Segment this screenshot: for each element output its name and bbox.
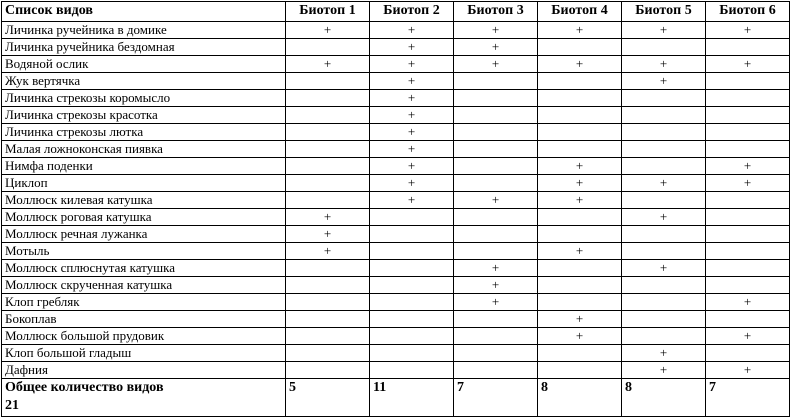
- species-name: Моллюск речная лужанка: [2, 226, 286, 243]
- species-name: Личинка ручейника в домике: [2, 22, 286, 39]
- table-row: [2, 328, 790, 345]
- species-table-body: [2, 22, 790, 379]
- presence-mark-biotope-5: [622, 107, 706, 124]
- species-table: [1, 1, 790, 417]
- species-count-biotope-1: 5: [286, 379, 370, 417]
- presence-mark-biotope-6: [706, 243, 790, 260]
- table-row: [2, 192, 790, 209]
- presence-mark-biotope-1: [286, 90, 370, 107]
- species-count-biotope-5: 8: [622, 379, 706, 417]
- presence-mark-biotope-3: [454, 158, 538, 175]
- presence-mark-biotope-3: +: [454, 277, 538, 294]
- header-row: [2, 2, 790, 22]
- presence-mark-biotope-6: +: [706, 294, 790, 311]
- species-name: Личинка ручейника бездомная: [2, 39, 286, 56]
- table-row: [2, 209, 790, 226]
- presence-mark-biotope-3: [454, 124, 538, 141]
- presence-mark-biotope-6: [706, 73, 790, 90]
- species-name: Водяной ослик: [2, 56, 286, 73]
- presence-mark-biotope-6: [706, 124, 790, 141]
- presence-mark-biotope-4: +: [538, 192, 622, 209]
- presence-mark-biotope-1: [286, 277, 370, 294]
- presence-mark-biotope-3: +: [454, 22, 538, 39]
- presence-mark-biotope-6: [706, 209, 790, 226]
- presence-mark-biotope-1: +: [286, 22, 370, 39]
- presence-mark-biotope-3: [454, 328, 538, 345]
- presence-mark-biotope-4: [538, 260, 622, 277]
- presence-mark-biotope-3: [454, 90, 538, 107]
- presence-mark-biotope-1: +: [286, 56, 370, 73]
- presence-mark-biotope-1: [286, 175, 370, 192]
- presence-mark-biotope-6: [706, 192, 790, 209]
- presence-mark-biotope-5: [622, 124, 706, 141]
- table-row: [2, 158, 790, 175]
- table-row: [2, 345, 790, 362]
- biotope-header-2: Биотоп 2: [370, 2, 454, 22]
- species-count-biotope-4: 8: [538, 379, 622, 417]
- presence-mark-biotope-6: [706, 226, 790, 243]
- presence-mark-biotope-6: [706, 90, 790, 107]
- table-row: [2, 175, 790, 192]
- footer-row: [2, 379, 790, 417]
- presence-mark-biotope-3: [454, 243, 538, 260]
- presence-mark-biotope-2: +: [370, 124, 454, 141]
- presence-mark-biotope-5: +: [622, 362, 706, 379]
- biotope-header-5: Биотоп 5: [622, 2, 706, 22]
- table-row: [2, 260, 790, 277]
- presence-mark-biotope-3: +: [454, 294, 538, 311]
- presence-mark-biotope-5: [622, 311, 706, 328]
- species-name: Личинка стрекозы лютка: [2, 124, 286, 141]
- presence-mark-biotope-3: [454, 175, 538, 192]
- presence-mark-biotope-2: [370, 362, 454, 379]
- species-name: Нимфа поденки: [2, 158, 286, 175]
- presence-mark-biotope-2: +: [370, 141, 454, 158]
- presence-mark-biotope-1: +: [286, 209, 370, 226]
- presence-mark-biotope-5: [622, 328, 706, 345]
- presence-mark-biotope-3: +: [454, 192, 538, 209]
- presence-mark-biotope-2: +: [370, 39, 454, 56]
- presence-mark-biotope-3: [454, 107, 538, 124]
- table-row: [2, 22, 790, 39]
- presence-mark-biotope-6: [706, 277, 790, 294]
- species-name: Личинка стрекозы красотка: [2, 107, 286, 124]
- presence-mark-biotope-4: [538, 209, 622, 226]
- presence-mark-biotope-5: +: [622, 345, 706, 362]
- table-row: [2, 90, 790, 107]
- presence-mark-biotope-6: [706, 141, 790, 158]
- presence-mark-biotope-4: +: [538, 311, 622, 328]
- presence-mark-biotope-3: +: [454, 39, 538, 56]
- presence-mark-biotope-5: [622, 294, 706, 311]
- presence-mark-biotope-6: +: [706, 22, 790, 39]
- presence-mark-biotope-6: [706, 345, 790, 362]
- presence-mark-biotope-4: [538, 226, 622, 243]
- presence-mark-biotope-1: [286, 124, 370, 141]
- presence-mark-biotope-3: [454, 209, 538, 226]
- presence-mark-biotope-2: +: [370, 192, 454, 209]
- presence-mark-biotope-5: [622, 90, 706, 107]
- presence-mark-biotope-5: [622, 158, 706, 175]
- presence-mark-biotope-2: +: [370, 175, 454, 192]
- table-row: [2, 294, 790, 311]
- table-row: [2, 56, 790, 73]
- presence-mark-biotope-1: [286, 39, 370, 56]
- presence-mark-biotope-4: [538, 362, 622, 379]
- presence-mark-biotope-4: +: [538, 243, 622, 260]
- presence-mark-biotope-4: [538, 277, 622, 294]
- species-name: Моллюск большой прудовик: [2, 328, 286, 345]
- species-name: Жук вертячка: [2, 73, 286, 90]
- biotope-header-1: Биотоп 1: [286, 2, 370, 22]
- presence-mark-biotope-6: [706, 260, 790, 277]
- presence-mark-biotope-2: [370, 311, 454, 328]
- table-row: [2, 311, 790, 328]
- presence-mark-biotope-5: [622, 141, 706, 158]
- species-count-biotope-3: 7: [454, 379, 538, 417]
- presence-mark-biotope-3: [454, 362, 538, 379]
- species-name: Мотыль: [2, 243, 286, 260]
- presence-mark-biotope-5: +: [622, 22, 706, 39]
- presence-mark-biotope-3: [454, 226, 538, 243]
- presence-mark-biotope-1: [286, 328, 370, 345]
- biotope-header-3: Биотоп 3: [454, 2, 538, 22]
- presence-mark-biotope-6: +: [706, 362, 790, 379]
- presence-mark-biotope-2: [370, 294, 454, 311]
- presence-mark-biotope-1: [286, 158, 370, 175]
- presence-mark-biotope-3: +: [454, 260, 538, 277]
- presence-mark-biotope-1: [286, 294, 370, 311]
- presence-mark-biotope-4: +: [538, 175, 622, 192]
- presence-mark-biotope-5: +: [622, 73, 706, 90]
- presence-mark-biotope-2: +: [370, 56, 454, 73]
- presence-mark-biotope-5: +: [622, 209, 706, 226]
- presence-mark-biotope-1: [286, 362, 370, 379]
- table-row: [2, 141, 790, 158]
- presence-mark-biotope-1: [286, 260, 370, 277]
- presence-mark-biotope-2: +: [370, 22, 454, 39]
- presence-mark-biotope-2: [370, 345, 454, 362]
- species-name: Клоп большой гладыш: [2, 345, 286, 362]
- table-row: [2, 243, 790, 260]
- presence-mark-biotope-1: +: [286, 226, 370, 243]
- presence-mark-biotope-2: [370, 226, 454, 243]
- presence-mark-biotope-2: [370, 209, 454, 226]
- biotope-header-6: Биотоп 6: [706, 2, 790, 22]
- presence-mark-biotope-5: [622, 226, 706, 243]
- presence-mark-biotope-5: +: [622, 260, 706, 277]
- presence-mark-biotope-4: +: [538, 158, 622, 175]
- species-name: Личинка стрекозы коромысло: [2, 90, 286, 107]
- table-row: [2, 226, 790, 243]
- presence-mark-biotope-6: +: [706, 175, 790, 192]
- presence-mark-biotope-1: [286, 345, 370, 362]
- presence-mark-biotope-2: [370, 328, 454, 345]
- presence-mark-biotope-4: +: [538, 328, 622, 345]
- presence-mark-biotope-4: [538, 39, 622, 56]
- table-row: [2, 73, 790, 90]
- presence-mark-biotope-5: [622, 192, 706, 209]
- species-name: Моллюск роговая катушка: [2, 209, 286, 226]
- presence-mark-biotope-1: [286, 73, 370, 90]
- species-name: Моллюск сплюснутая катушка: [2, 260, 286, 277]
- species-name: Циклоп: [2, 175, 286, 192]
- presence-mark-biotope-2: +: [370, 90, 454, 107]
- table-row: [2, 362, 790, 379]
- table-row: [2, 277, 790, 294]
- total-species-label-cell: [2, 379, 286, 417]
- species-name: Малая ложноконская пиявка: [2, 141, 286, 158]
- presence-mark-biotope-4: [538, 294, 622, 311]
- presence-mark-biotope-5: [622, 39, 706, 56]
- presence-mark-biotope-5: [622, 277, 706, 294]
- presence-mark-biotope-4: +: [538, 22, 622, 39]
- presence-mark-biotope-4: [538, 73, 622, 90]
- presence-mark-biotope-2: +: [370, 107, 454, 124]
- presence-mark-biotope-6: +: [706, 328, 790, 345]
- species-count-biotope-6: 7: [706, 379, 790, 417]
- presence-mark-biotope-2: +: [370, 73, 454, 90]
- presence-mark-biotope-4: [538, 141, 622, 158]
- presence-mark-biotope-4: [538, 107, 622, 124]
- presence-mark-biotope-1: [286, 141, 370, 158]
- species-name: Моллюск скрученная катушка: [2, 277, 286, 294]
- presence-mark-biotope-5: +: [622, 175, 706, 192]
- presence-mark-biotope-4: [538, 90, 622, 107]
- presence-mark-biotope-2: [370, 260, 454, 277]
- presence-mark-biotope-4: [538, 124, 622, 141]
- total-species-label: Общее количество видов: [5, 380, 164, 395]
- presence-mark-biotope-3: [454, 311, 538, 328]
- presence-mark-biotope-6: [706, 39, 790, 56]
- species-count-biotope-2: 11: [370, 379, 454, 417]
- presence-mark-biotope-3: [454, 141, 538, 158]
- presence-mark-biotope-3: [454, 73, 538, 90]
- presence-mark-biotope-4: [538, 345, 622, 362]
- species-list-header: Список видов: [2, 2, 286, 22]
- presence-mark-biotope-4: +: [538, 56, 622, 73]
- biotope-header-4: Биотоп 4: [538, 2, 622, 22]
- total-species-value: 21: [5, 398, 19, 413]
- presence-mark-biotope-1: [286, 311, 370, 328]
- presence-mark-biotope-6: [706, 107, 790, 124]
- presence-mark-biotope-5: [622, 243, 706, 260]
- presence-mark-biotope-1: +: [286, 243, 370, 260]
- species-name: Клоп гребляк: [2, 294, 286, 311]
- table-row: [2, 107, 790, 124]
- presence-mark-biotope-2: [370, 277, 454, 294]
- presence-mark-biotope-6: +: [706, 56, 790, 73]
- species-name: Бокоплав: [2, 311, 286, 328]
- presence-mark-biotope-2: [370, 243, 454, 260]
- species-name: Дафния: [2, 362, 286, 379]
- presence-mark-biotope-6: +: [706, 158, 790, 175]
- presence-mark-biotope-5: +: [622, 56, 706, 73]
- presence-mark-biotope-3: [454, 345, 538, 362]
- presence-mark-biotope-1: [286, 192, 370, 209]
- presence-mark-biotope-2: +: [370, 158, 454, 175]
- species-name: Моллюск килевая катушка: [2, 192, 286, 209]
- table-row: [2, 124, 790, 141]
- table-row: [2, 39, 790, 56]
- presence-mark-biotope-6: [706, 311, 790, 328]
- presence-mark-biotope-1: [286, 107, 370, 124]
- presence-mark-biotope-3: +: [454, 56, 538, 73]
